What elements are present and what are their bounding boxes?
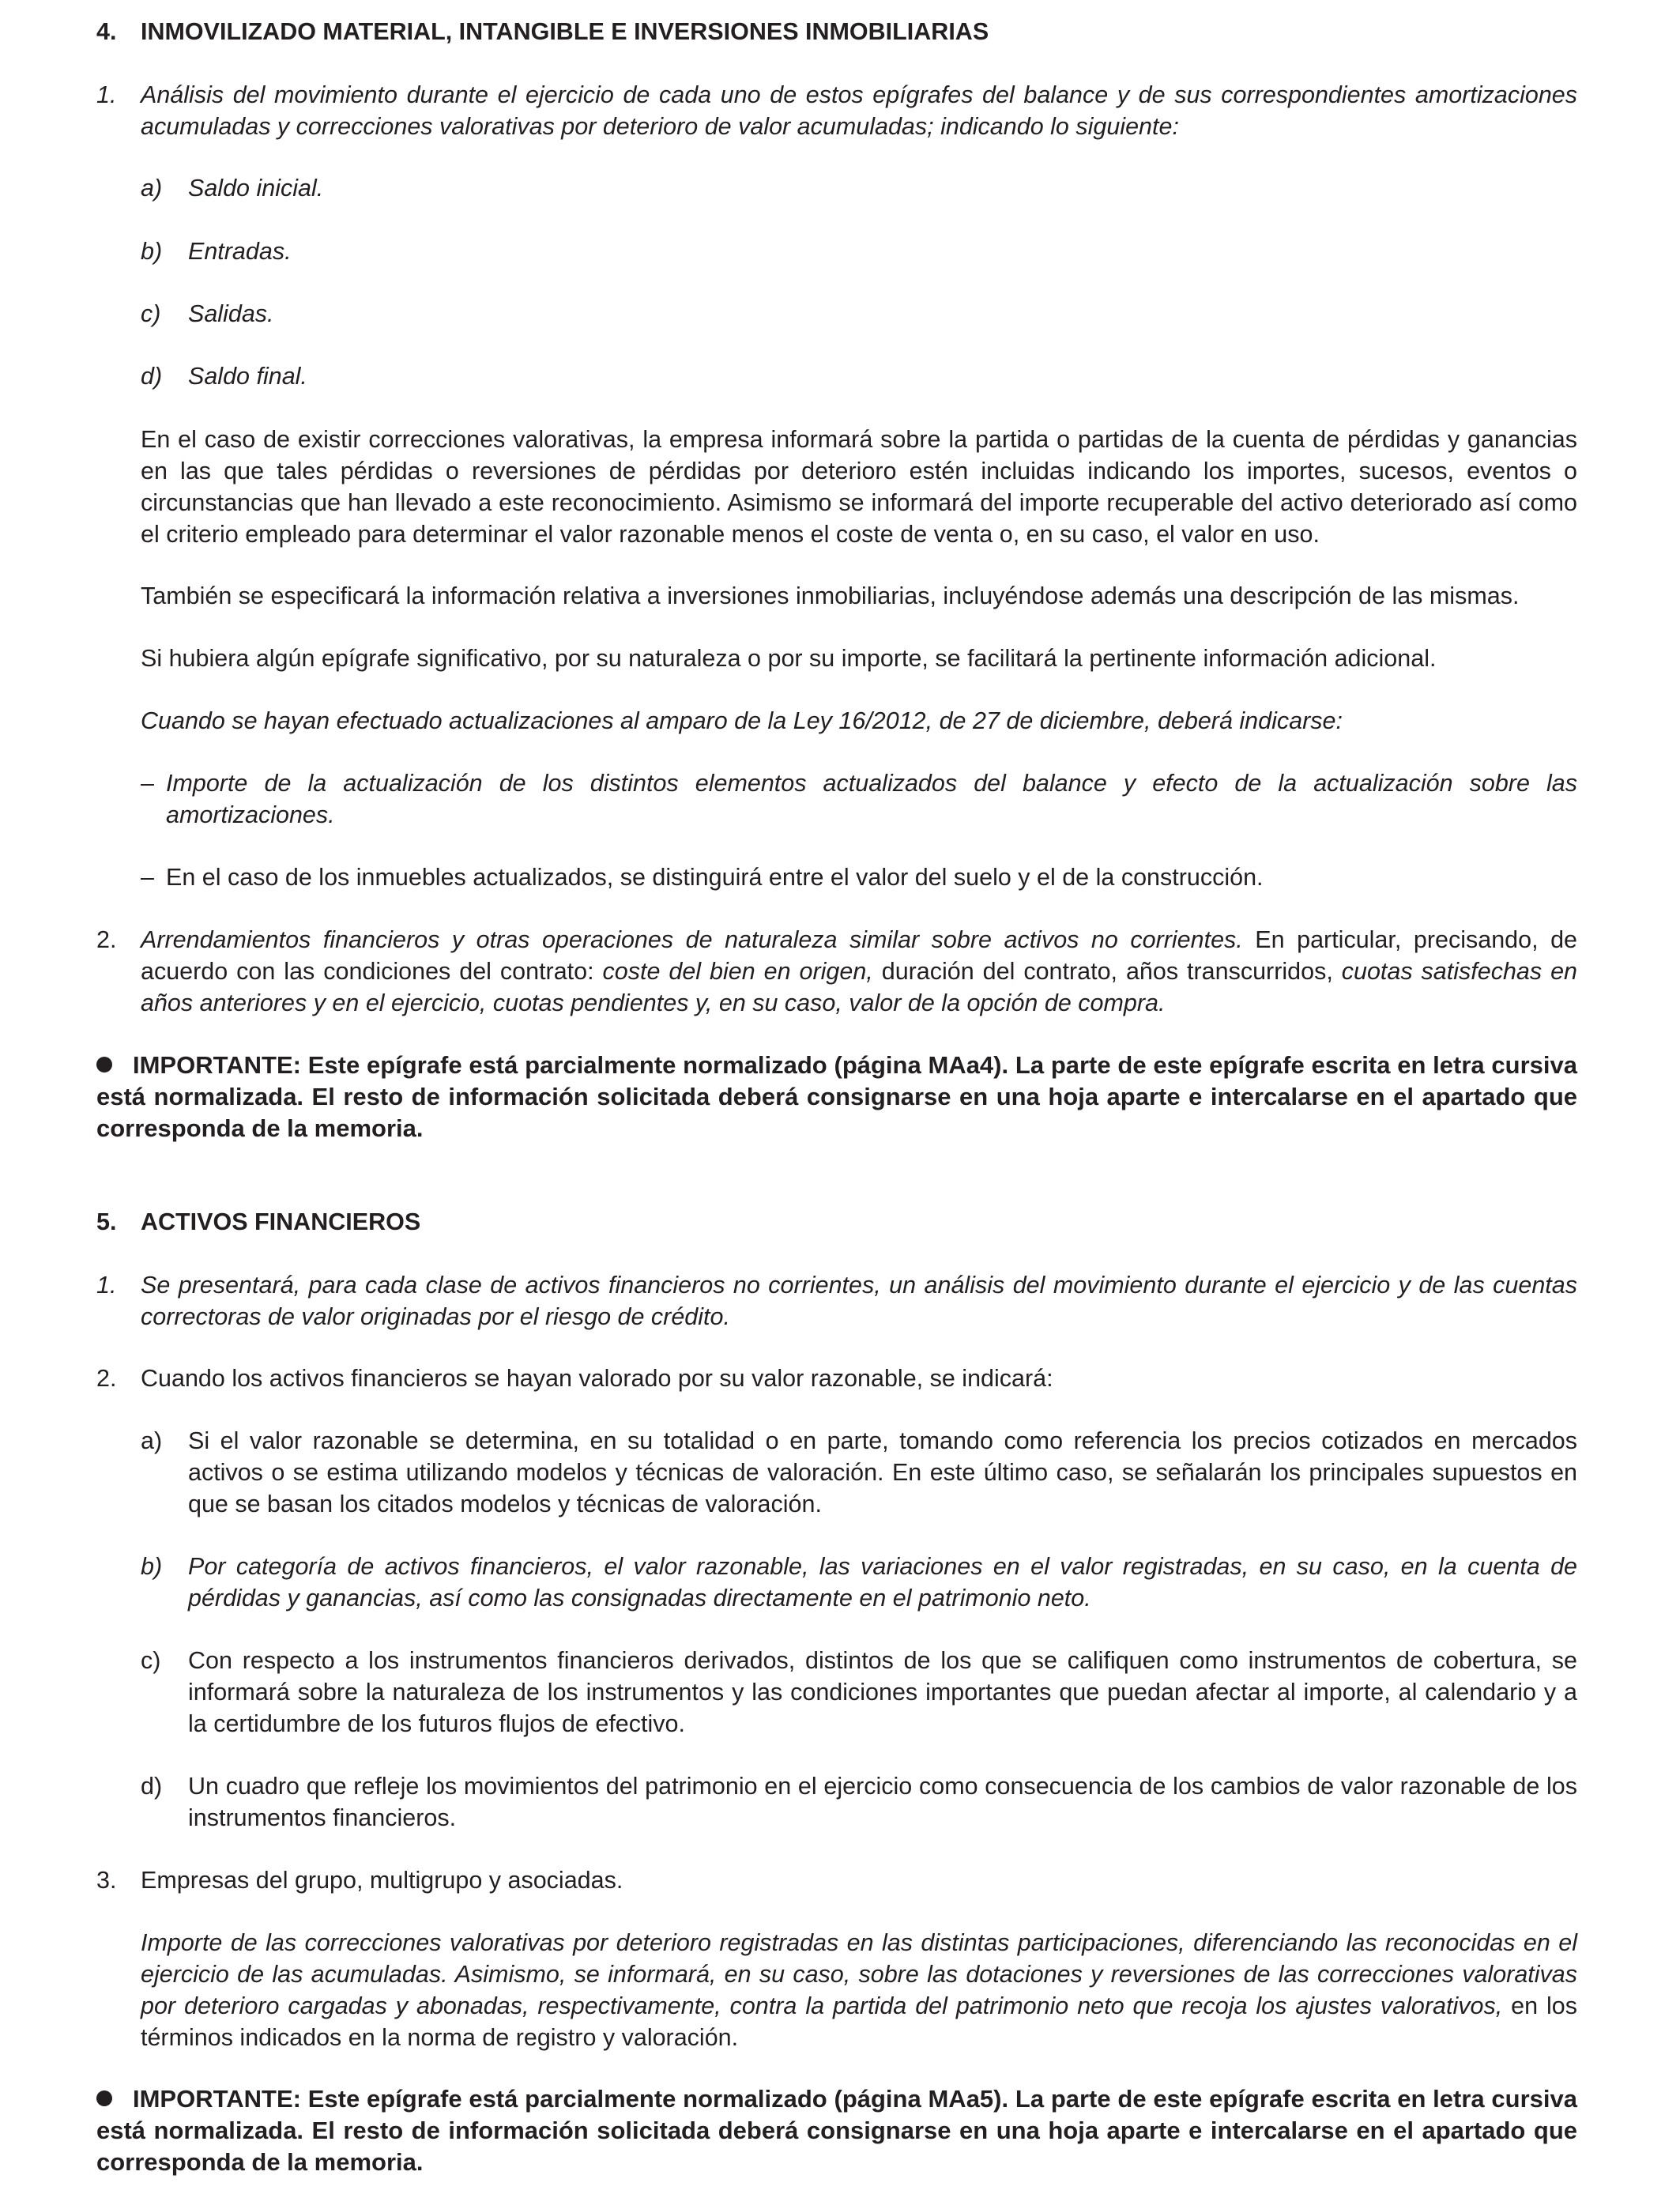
section-5-number: 5.: [96, 1208, 117, 1235]
bullet-icon: [96, 1057, 112, 1072]
item-5-1-number: 1.: [96, 1272, 117, 1299]
item-4-2-italic-c: cuotas satisfechas en años anteriores y en el ejercicio, cuotas pendientes y, en su caso, valor de la opción de compra.: [141, 958, 1578, 1016]
important-note-section-5: [96, 2083, 1577, 2178]
paragraph-inversiones: También se especificará la información relativa a inversiones inmobiliarias, incluyéndose además una descripción de las mismas.: [141, 582, 1520, 609]
paragraph-correcciones-participaciones: [141, 1927, 1577, 2053]
item-4-2-italic-b: coste del bien en origen,: [602, 958, 873, 985]
dash-item-importe: Importe de la actualización de los distintos elementos actualizados del balance y efecto de la actualización sobre las amortizaciones.: [166, 770, 1577, 828]
list-item-entradas: Entradas.: [188, 238, 292, 265]
item-5-3-italic: Importe de las correcciones valorativas por deterioro registradas en las distintas participaciones, diferenciando las reconocidas en el ejercicio de las acumuladas. Asimismo, se informará, en su caso, sobre las dotaciones y reversiones de las correcciones valorativas por deterioro cargadas y abonadas, respectivamente, contra la partida del patrimonio neto que recoja los ajustes valorativos,: [141, 1929, 1577, 2019]
list-letter-c: c): [141, 300, 161, 327]
list-letter-a: a): [141, 175, 163, 202]
list-item-cuadro: Un cuadro que refleje los movimientos del patrimonio en el ejercicio como consecuencia de los cambios de valor razonable de los instrumentos financieros.: [188, 1773, 1577, 1831]
list-letter-c: c): [141, 1647, 161, 1674]
list-letter-a: a): [141, 1427, 163, 1454]
dash-marker: –: [141, 864, 154, 891]
important-text: IMPORTANTE: Este epígrafe está parcialmente normalizado (página MAa4). La parte de este epígrafe escrita en letra cursiva está normalizada. El resto de información solicitada deberá consignarse en una hoja aparte e intercalarse en el apartado que corresponda de la memoria.: [96, 1051, 1577, 1142]
item-5-2-number: 2.: [96, 1365, 117, 1392]
important-note-section-4: [96, 1050, 1577, 1144]
list-letter-d: d): [141, 1773, 163, 1800]
bullet-icon: [96, 2090, 112, 2106]
item-4-2-plain-a: En particular, precisando, de acuerdo con las condiciones del contrato:: [141, 926, 1577, 985]
section-5-title: ACTIVOS FINANCIEROS: [141, 1208, 421, 1235]
section-4-title: INMOVILIZADO MATERIAL, INTANGIBLE E INVERSIONES INMOBILIARIAS: [141, 18, 989, 45]
list-item-saldo-inicial: Saldo inicial.: [188, 175, 324, 202]
item-4-2-italic-a: Arrendamientos financieros y otras operaciones de naturaleza similar sobre activos no corrientes.: [141, 926, 1243, 953]
list-letter-b: b): [141, 238, 163, 265]
important-text: IMPORTANTE: Este epígrafe está parcialmente normalizado (página MAa5). La parte de este epígrafe escrita en letra cursiva está normalizada. El resto de información solicitada deberá consignarse en una hoja aparte e intercalarse en el apartado que corresponda de la memoria.: [96, 2085, 1577, 2176]
list-item-derivados: Con respecto a los instrumentos financieros derivados, distintos de los que se califiquen como instrumentos de cobertura, se informará sobre la naturaleza de los instrumentos y las condiciones importantes que puedan afectar al importe, al calendario y a la certidumbre de los futuros flujos de efectivo.: [188, 1647, 1577, 1737]
list-letter-d: d): [141, 363, 163, 390]
list-item-categoria: Por categoría de activos financieros, el valor razonable, las variaciones en el valor registradas, en su caso, en la cuenta de pérdidas y ganancias, así como las consignadas directamente en el patrimonio neto.: [188, 1553, 1577, 1612]
item-4-2-text: [141, 924, 1577, 1019]
item-4-2-number: 2.: [96, 926, 117, 953]
item-5-3-text: Empresas del grupo, multigrupo y asociadas.: [141, 1867, 623, 1894]
section-4-number: 4.: [96, 18, 117, 45]
item-4-2-plain-b: duración del contrato, años transcurridos,: [872, 958, 1342, 985]
item-5-3-number: 3.: [96, 1867, 117, 1894]
dash-item-inmuebles: En el caso de los inmuebles actualizados, se distinguirá entre el valor del suelo y el de la construcción.: [166, 864, 1264, 891]
list-item-valor-razonable: Si el valor razonable se determina, en su totalidad o en parte, tomando como referencia los precios cotizados en mercados activos o se estima utilizando modelos y técnicas de valoración. En este último caso, se señalarán los principales supuestos en que se basan los citados modelos y técnicas de valoración.: [188, 1427, 1577, 1517]
item-5-1-text: Se presentará, para cada clase de activos financieros no corrientes, un análisis del movimiento durante el ejercicio y de las cuentas correctoras de valor originadas por el riesgo de crédito.: [141, 1272, 1577, 1330]
item-4-1-text: Análisis del movimiento durante el ejercicio de cada uno de estos epígrafes del balance y de sus correspondientes amortizaciones acumuladas y correcciones valorativas por deterioro de valor acumuladas; indicando lo siguiente:: [141, 81, 1577, 140]
paragraph-actualizaciones: Cuando se hayan efectuado actualizaciones al amparo de la Ley 16/2012, de 27 de diciembre, deberá indicarse:: [141, 707, 1343, 734]
paragraph-epigrafe-significativo: Si hubiera algún epígrafe significativo, por su naturaleza o por su importe, se facilitará la pertinente información adicional.: [141, 645, 1437, 672]
list-item-salidas: Salidas.: [188, 300, 274, 327]
list-item-saldo-final: Saldo final.: [188, 363, 307, 390]
item-5-2-text: Cuando los activos financieros se hayan valorado por su valor razonable, se indicará:: [141, 1365, 1053, 1392]
paragraph-correcciones: En el caso de existir correcciones valorativas, la empresa informará sobre la partida o partidas de la cuenta de pérdidas y ganancias en las que tales pérdidas o reversiones de pérdidas por deterioro estén incluidas indicando los importes, sucesos, eventos o circunstancias que han llevado a este reconocimiento. Asimismo se informará del importe recuperable del activo deteriorado así como el criterio empleado para determinar el valor razonable menos el coste de venta o, en su caso, el valor en uso.: [141, 426, 1577, 548]
item-5-3-plain: en los términos indicados en la norma de registro y valoración.: [141, 1992, 1577, 2051]
dash-marker: –: [141, 770, 154, 797]
list-letter-b: b): [141, 1553, 163, 1580]
item-4-1-number: 1.: [96, 81, 117, 108]
